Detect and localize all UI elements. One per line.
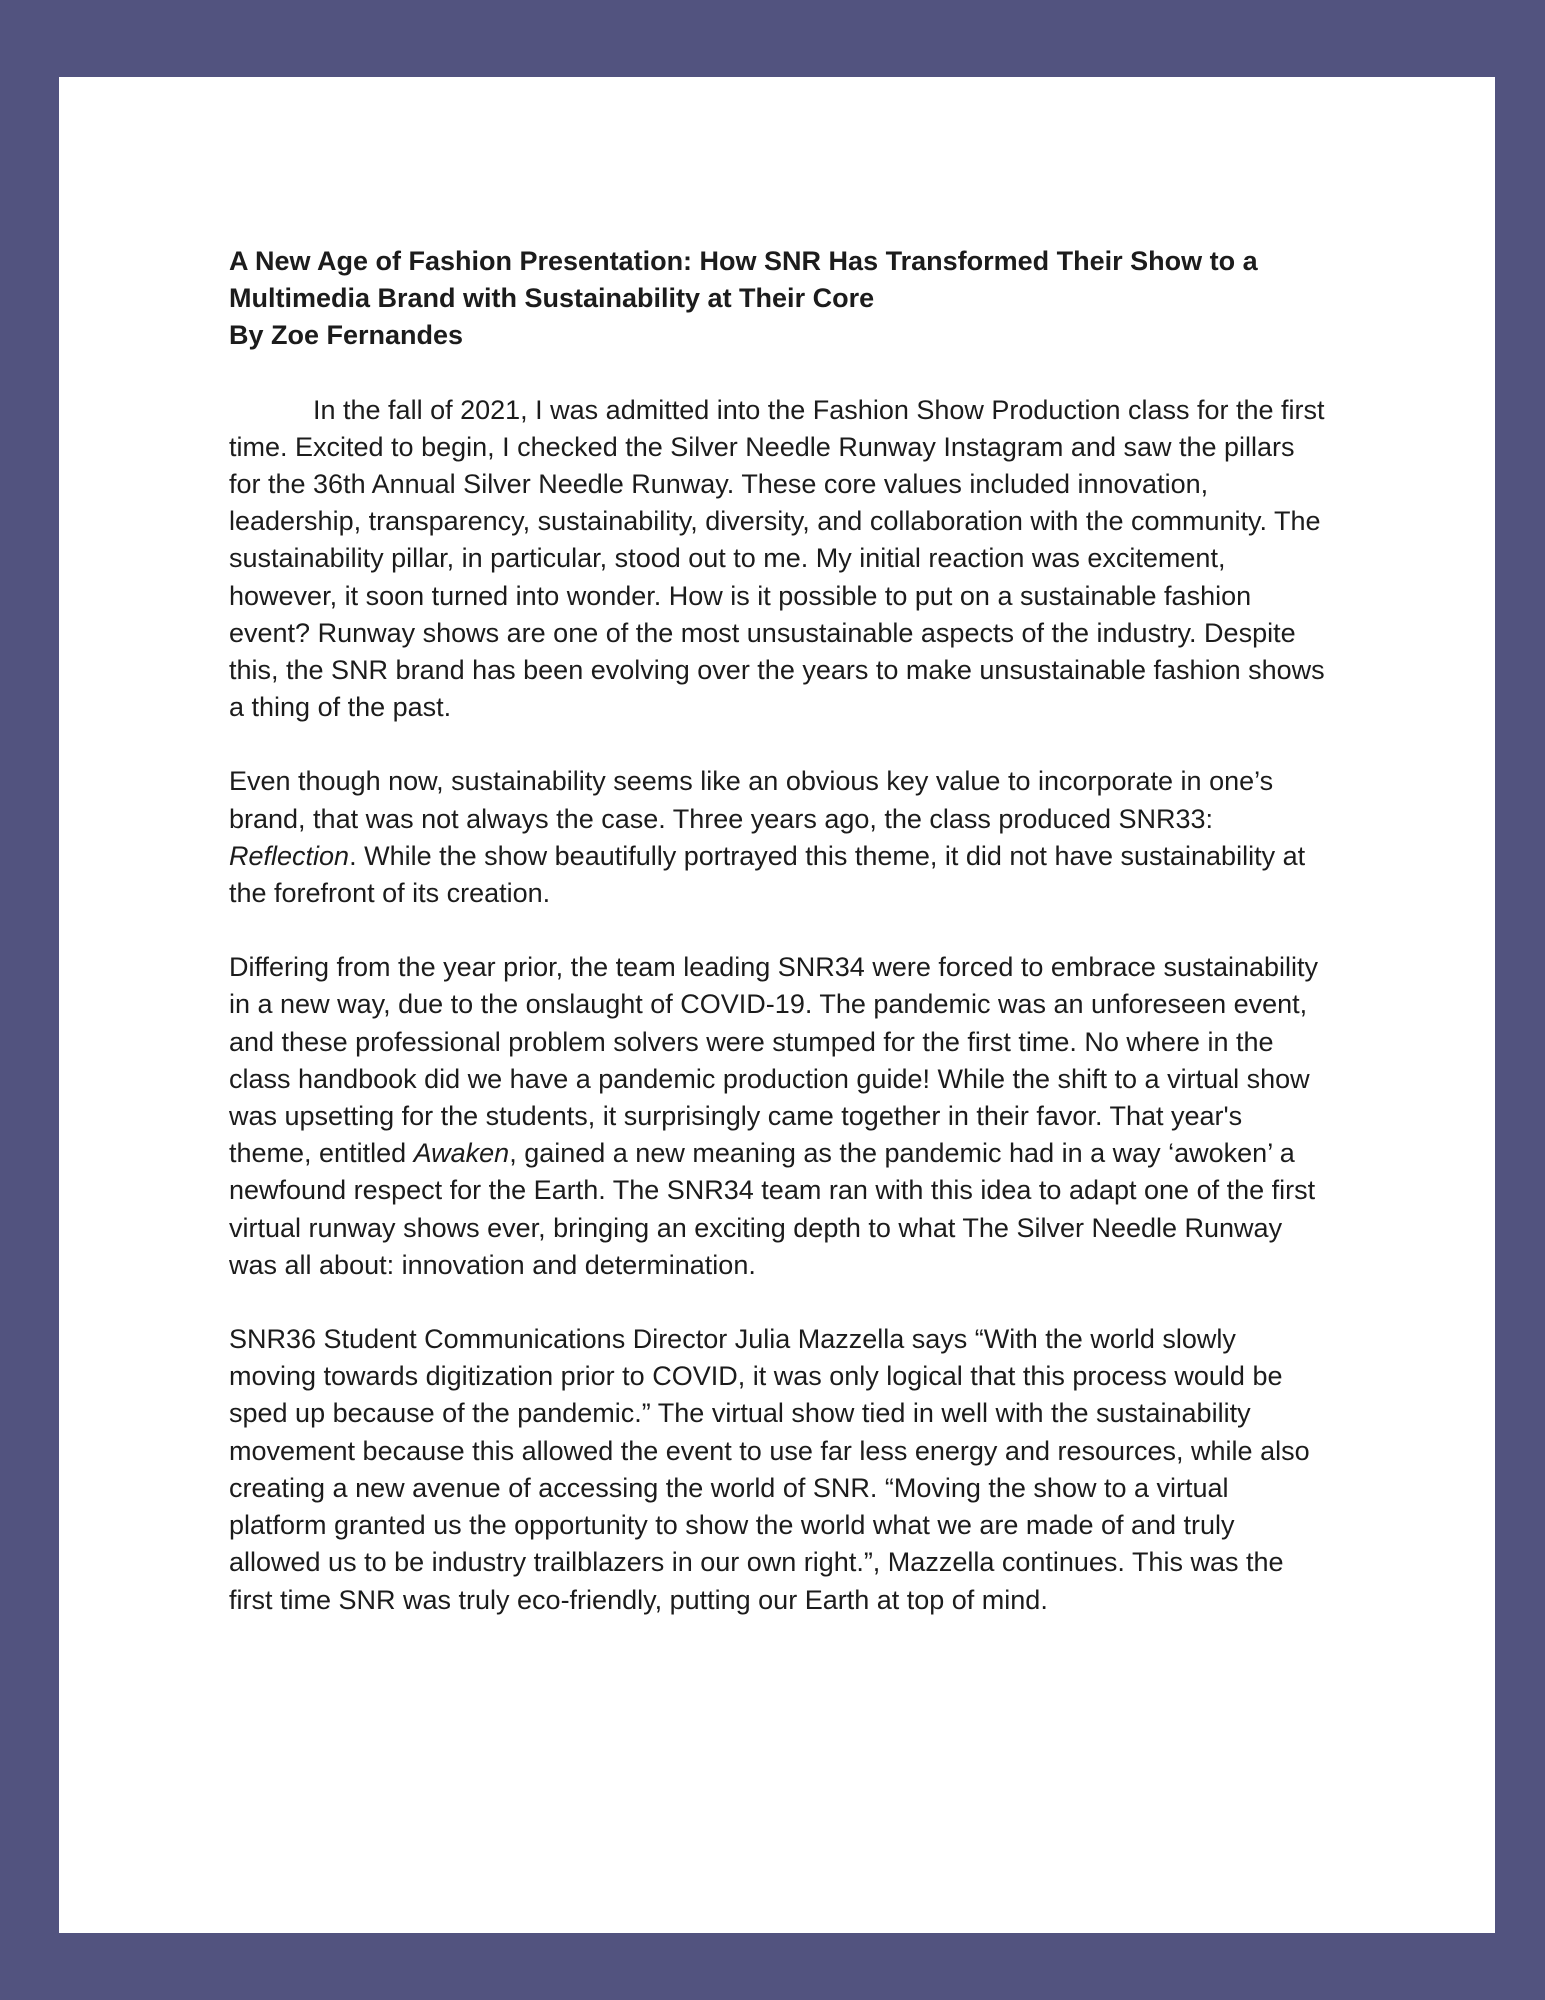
- paragraph-3-text-b: , gained a new meaning as the pandemic had in a way ‘awoken’ a newfound respect for the Earth. The SNR34 team ran with this idea to adapt one of the first virtual runway shows ever, bringing an exciting depth to what The Silver Needle Runway was all about: innovation and determination.: [229, 1138, 1316, 1280]
- paragraph-1: In the fall of 2021, I was admitted into the Fashion Show Production class for the first time. Excited to begin, I checked the Silver Needle Runway Instagram and saw the pillars for the 36th Annual Silver Needle Runway. These core values included innovation, leadership, transparency, sustainability, diversity, and collaboration with the community. The sustainability pillar, in particular, stood out to me. My initial reaction was excitement, however, it soon turned into wonder. How is it possible to put on a sustainable fashion event? Runway shows are one of the most unsustainable aspects of the industry. Despite this, the SNR brand has been evolving over the years to make unsustainable fashion shows a thing of the past.: [229, 394, 1325, 723]
- paragraph-3: [229, 949, 1329, 1284]
- paragraph-3-emphasis: Awaken: [413, 1138, 510, 1169]
- document-page: [59, 77, 1495, 1933]
- paragraph-2: [229, 763, 1329, 912]
- paragraph-2-emphasis: Reflection: [229, 840, 350, 871]
- article-byline: By Zoe Fernandes: [229, 320, 464, 351]
- article-body: [229, 243, 1329, 1656]
- paragraph-2-text-a: Even though now, sustainability seems like an obvious key value to incorporate in one’s brand, that was not always the case. Three years ago, the class produced SNR33:: [229, 766, 1274, 834]
- paragraph-3-text-a: Differing from the year prior, the team leading SNR34 were forced to embrace sustainability in a new way, due to the onslaught of COVID-19. The pandemic was an unforeseen event, and these professional problem solvers were stumped for the first time. No where in the class handbook did we have a pandemic production guide! While the shift to a virtual show was upsetting for the students, it surprisingly came together in their favor. That year's theme, entitled: [229, 952, 1319, 1169]
- article-title: A New Age of Fashion Presentation: How SNR Has Transformed Their Show to a Multimedia Brand with Sustainability at Their Core: [229, 246, 1258, 314]
- paragraph-2-text-b: . While the show beautifully portrayed this theme, it did not have sustainability at the forefront of its creation.: [229, 840, 1306, 909]
- paragraph-4: SNR36 Student Communications Director Julia Mazzella says “With the world slowly moving towards digitization prior to COVID, it was only logical that this process would be sped up because of the pandemic.” The virtual show tied in well with the sustainability movement because this allowed the event to use far less energy and resources, while also creating a new avenue of accessing the world of SNR. “Moving the show to a virtual platform granted us the opportunity to show the world what we are made of and truly allowed us to be industry trailblazers in our own right.”, Mazzella continues. This was the first time SNR was truly eco-friendly, putting our Earth at top of mind.: [229, 1324, 1310, 1615]
